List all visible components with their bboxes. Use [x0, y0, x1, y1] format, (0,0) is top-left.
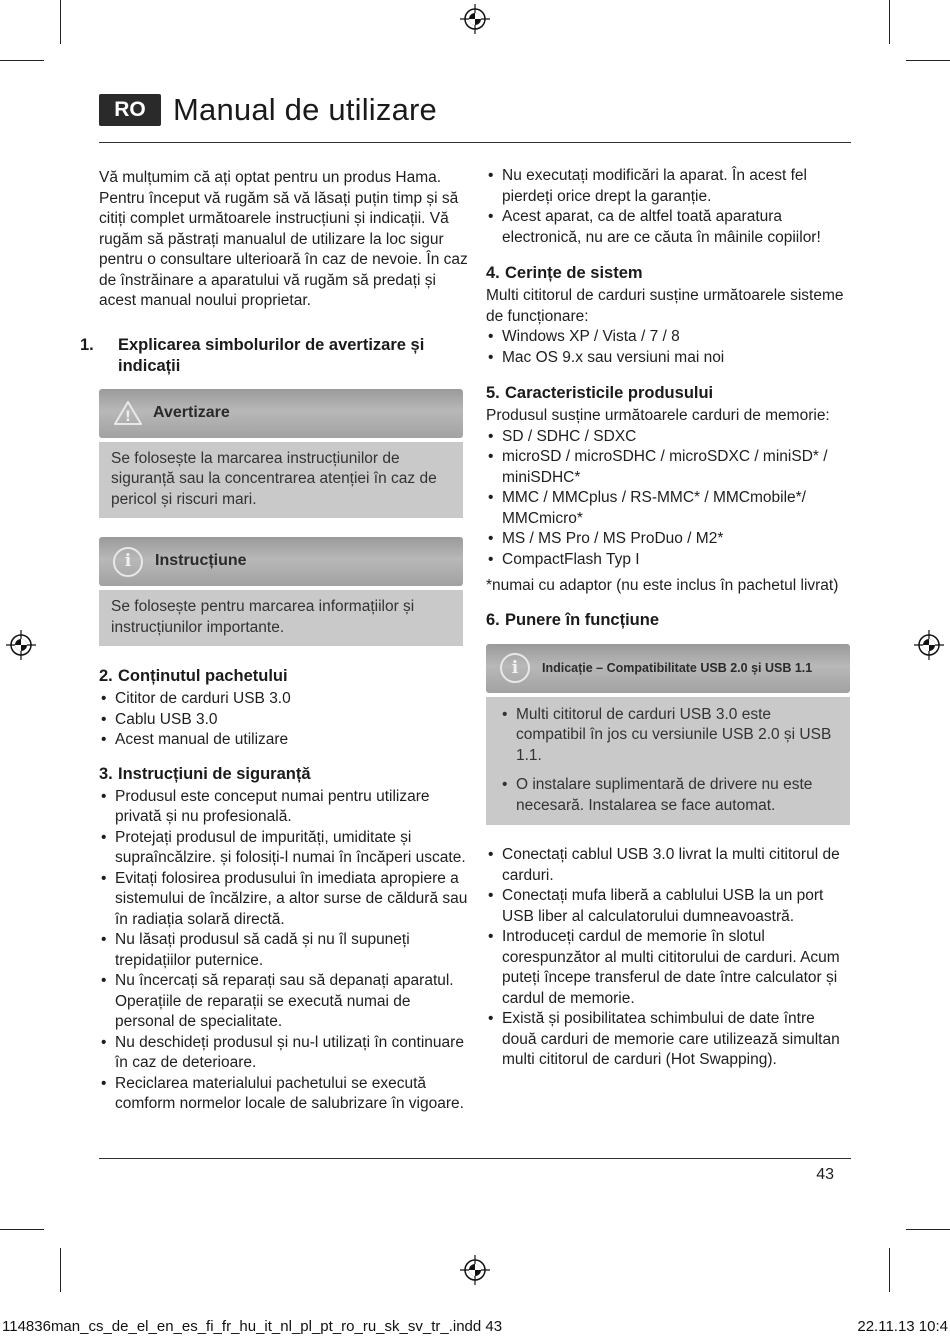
crop-mark — [906, 1229, 950, 1230]
list-item: • Conectați cablul USB 3.0 livrat la multi cititorul de carduri. — [486, 845, 852, 886]
page-header — [99, 92, 437, 128]
footer-rule — [99, 1158, 851, 1159]
svg-text:!: ! — [124, 409, 132, 425]
list-item: • Cititor de carduri USB 3.0 — [99, 689, 469, 710]
list-item: • MS / MS Pro / MS ProDuo / M2* — [486, 529, 852, 550]
page-number: 43 — [816, 1166, 834, 1183]
list-item: • Produsul este conceput numai pentru utilizare privată și nu profesională. — [99, 787, 469, 828]
list-item: • Nu lăsați produsul să cadă și nu îl supuneți trepidațiilor puternice. — [99, 930, 469, 971]
section-heading: 1. Explicarea simbolurilor de avertizare și indicații — [80, 335, 425, 375]
file-slug: 114836man_cs_de_el_en_es_fi_fr_hu_it_nl_pl_pt_ro_ru_sk_sv_tr_.indd 43 — [2, 1318, 503, 1335]
list-item: • Nu deschideți produsul și nu-l utilizați în continuare în caz de deterioare. — [99, 1033, 469, 1074]
registration-mark-icon — [6, 630, 36, 660]
list-item: • Introduceți cardul de memorie în slotul corespunzător al multi cititorului de carduri. Acum puteți începe transferul de date între calculator și cardul de memorie. — [486, 927, 852, 1009]
section-heading: 6. Punere în funcțiune — [486, 610, 660, 629]
crop-mark — [60, 1248, 61, 1292]
compat-note-header — [486, 644, 850, 693]
registration-mark-icon — [914, 630, 944, 660]
note-text: Se folosește pentru marcarea informațiilor și instrucțiunilor importante. — [99, 590, 463, 646]
registration-mark-icon — [460, 4, 490, 34]
crop-mark — [906, 60, 950, 61]
package-list — [99, 689, 469, 751]
crop-mark — [60, 0, 61, 44]
compat-list — [500, 705, 838, 817]
list-item: • Acest manual de utilizare — [99, 730, 469, 751]
list-item: • Multi cititorul de carduri USB 3.0 este compatibil în jos cu versiunile USB 2.0 și USB 1.1. — [500, 705, 838, 767]
list-item: • Nu încercați să reparați sau să depanați aparatul. Operațiile de reparații se execută numai de personal de specialitate. — [99, 971, 469, 1033]
list-item: • Acest aparat, ca de altfel toată aparatura electronică, nu are ce căuta în mâinile copiilor! — [486, 207, 852, 248]
left-column — [80, 168, 469, 1115]
compat-note-title: Indicație – Compatibilitate USB 2.0 și USB 1.1 — [542, 660, 813, 675]
setup-list — [486, 845, 852, 1071]
list-item: • Reciclarea materialului pachetului se execută comform normelor locale de salubrizare în vigoare. — [99, 1074, 469, 1115]
list-item: • Conectați mufa liberă a cablului USB la un port USB liber al calculatorului dumneavoastră. — [486, 886, 852, 927]
note-title: Instrucțiune — [155, 552, 247, 570]
crop-mark — [889, 0, 890, 44]
list-item: • Nu executați modificări la aparat. În acest fel pierdeți orice drept la garanție. — [486, 166, 852, 207]
list-item: • CompactFlash Typ I — [486, 550, 852, 571]
warning-title: Avertizare — [153, 403, 230, 421]
header-rule — [99, 142, 851, 143]
features-intro: Produsul susține următoarele carduri de memorie: — [486, 407, 830, 424]
date-slug: 22.11.13 10:4 — [857, 1318, 948, 1335]
registration-mark-icon — [460, 1255, 490, 1285]
footnote: *numai cu adaptor (nu este inclus în pachetul livrat) — [486, 577, 839, 594]
list-item: • O instalare suplimentară de drivere nu este necesară. Instalarea se face automat. — [500, 775, 838, 816]
intro-paragraph: Vă mulțumim că ați optat pentru un produs Hama. Pentru început vă rugăm să vă lăsați puțin timp și să citiți complet următoarele instrucțiuni și indicații. Vă rugăm să păstrați manualul de utilizare la loc sigur pentru o consultare ulterioară în caz de nevoie. În caz de înstrăinare a aparatului vă rugăm să predați și acest manual noului proprietar. — [99, 169, 468, 309]
crop-mark — [0, 60, 44, 61]
list-item: • microSD / microSDHC / microSDXC / miniSD* / miniSDHC* — [486, 447, 852, 488]
list-item: • MMC / MMCplus / RS-MMC* / MMCmobile*/ MMCmicro* — [486, 488, 852, 529]
warning-icon — [113, 400, 143, 426]
list-item: • SD / SDHC / SDXC — [486, 427, 852, 448]
list-item: • Protejați produsul de impurități, umiditate și supraîncălzire. și folosiți-l numai în încăperi uscate. — [99, 828, 469, 869]
list-item: • Evitați folosirea produsului în imediata apropiere a sistemului de încălzire, a altor surse de căldură sau în radiația solară directă. — [99, 869, 469, 931]
right-column — [486, 166, 852, 1071]
list-item: • Windows XP / Vista / 7 / 8 — [486, 327, 852, 348]
note-callout — [99, 537, 463, 646]
list-item: • Mac OS 9.x sau versiuni mai noi — [486, 348, 852, 369]
warning-callout — [99, 389, 463, 519]
system-list — [486, 327, 852, 368]
crop-mark — [889, 1248, 890, 1292]
safety-list — [99, 787, 469, 1115]
list-item: • Există și posibilitatea schimbului de date între două carduri de memorie care utilizează simultan multi cititorul de carduri (Hot Swapping). — [486, 1009, 852, 1071]
page-title: Manual de utilizare — [173, 92, 438, 127]
note-callout-header — [99, 537, 463, 586]
warning-text: Se folosește la marcarea instrucțiunilor de siguranță sau la concentrarea atenției în caz de pericol și riscuri mari. — [99, 442, 463, 519]
section-heading: 5. Caracteristicile produsului — [486, 384, 714, 402]
system-intro: Multi cititorul de carduri susține următoarele sisteme de funcționare: — [486, 287, 844, 325]
compat-note-callout — [486, 644, 850, 826]
section-heading: 4. Cerințe de sistem — [486, 264, 643, 282]
compat-note-body — [486, 697, 850, 826]
crop-mark — [0, 1229, 44, 1230]
info-icon: i — [113, 547, 143, 577]
features-list — [486, 427, 852, 571]
language-badge: RO — [99, 94, 161, 126]
section-heading: 3. Instrucțiuni de siguranță — [99, 764, 311, 783]
list-item: • Cablu USB 3.0 — [99, 710, 469, 731]
warning-callout-header — [99, 389, 463, 438]
section-heading: 2. Conținutul pachetului — [99, 667, 288, 685]
info-icon: i — [500, 653, 530, 683]
safety-list-continued — [486, 166, 852, 248]
